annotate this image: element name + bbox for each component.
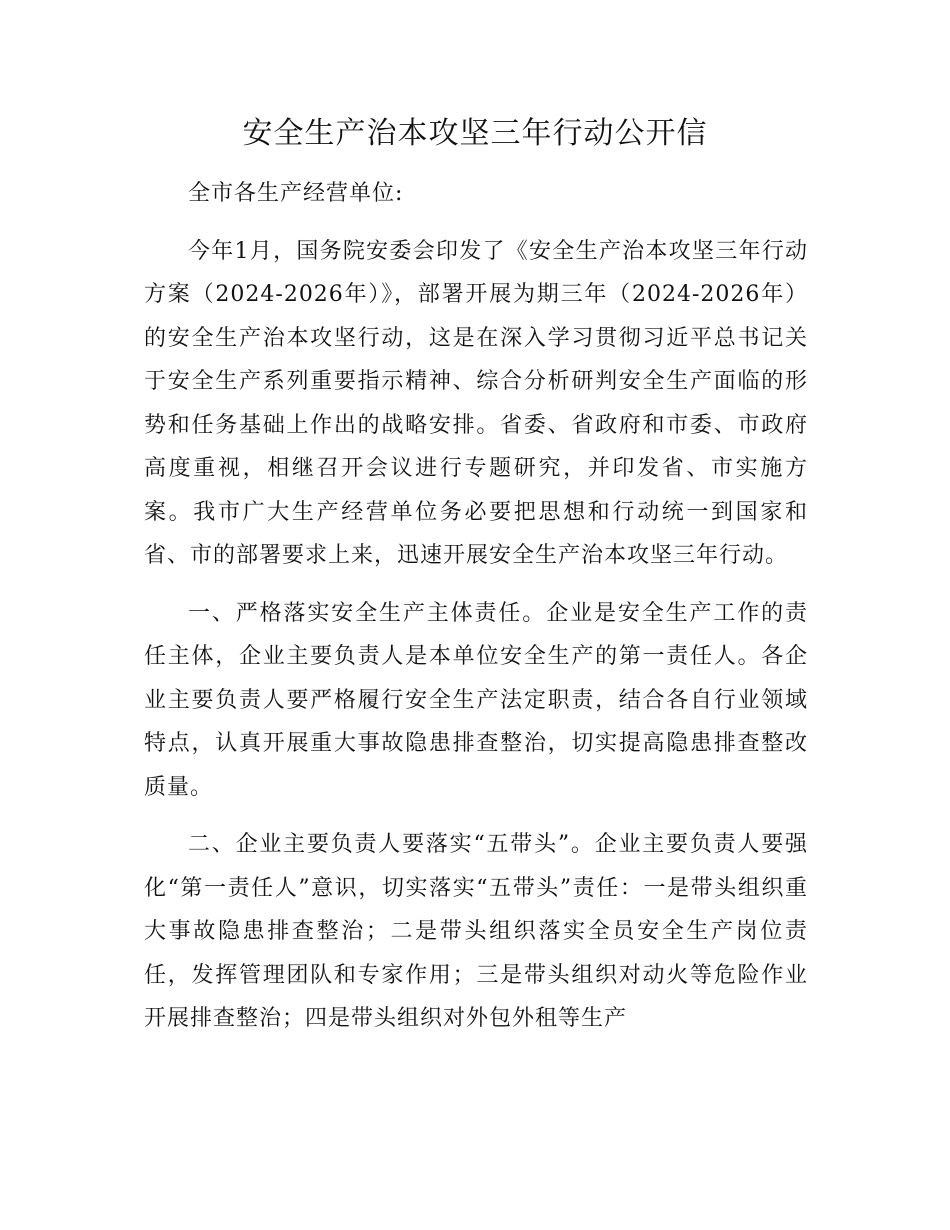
paragraph-section-2: 二、企业主要负责人要落实“五带头”。企业主要负责人要强化“第一责任人”意识，切实落实“五带头”责任：一是带头组织重大事故隐患排查整治；二是带头组织落实全员安全生产岗位责任，发挥管理团队和专家作用；三是带头组织对动火等危险作业开展排查整治；四是带头组织对外包外租等生产 — [144, 832, 808, 1031]
document-body — [144, 172, 808, 1055]
paragraph-section-1: 一、严格落实安全生产主体责任。企业是安全生产工作的责任主体，企业主要负责人是本单位安全生产的第一责任人。各企业主要负责人要严格履行安全生产法定职责，结合各自行业领域特点，认真开展重大事故隐患排查整治，切实提高隐患排查整改质量。 — [144, 600, 808, 800]
salutation: 全市各生产经营单位: — [188, 181, 404, 206]
document-title: 安全生产治本攻坚三年行动公开信 — [242, 116, 708, 151]
paragraph-intro: 今年1月，国务院安委会印发了《安全生产治本攻坚三年行动方案（2024-2026年）》，部署开展为期三年（2024-2026年）的安全生产治本攻坚行动，这是在深入学习贯彻习近平总书记关于安全生产系列重要指示精神、综合分析研判安全生产面临的形势和任务基础上作出的战略安排。省委、省政府和市委、市政府高度重视，相继召开会议进行专题研究，并印发省、市实施方案。我市广大生产经营单位务必要把思想和行动统一到国家和省、市的部署要求上来，迅速开展安全生产治本攻坚三年行动。 — [144, 238, 808, 568]
